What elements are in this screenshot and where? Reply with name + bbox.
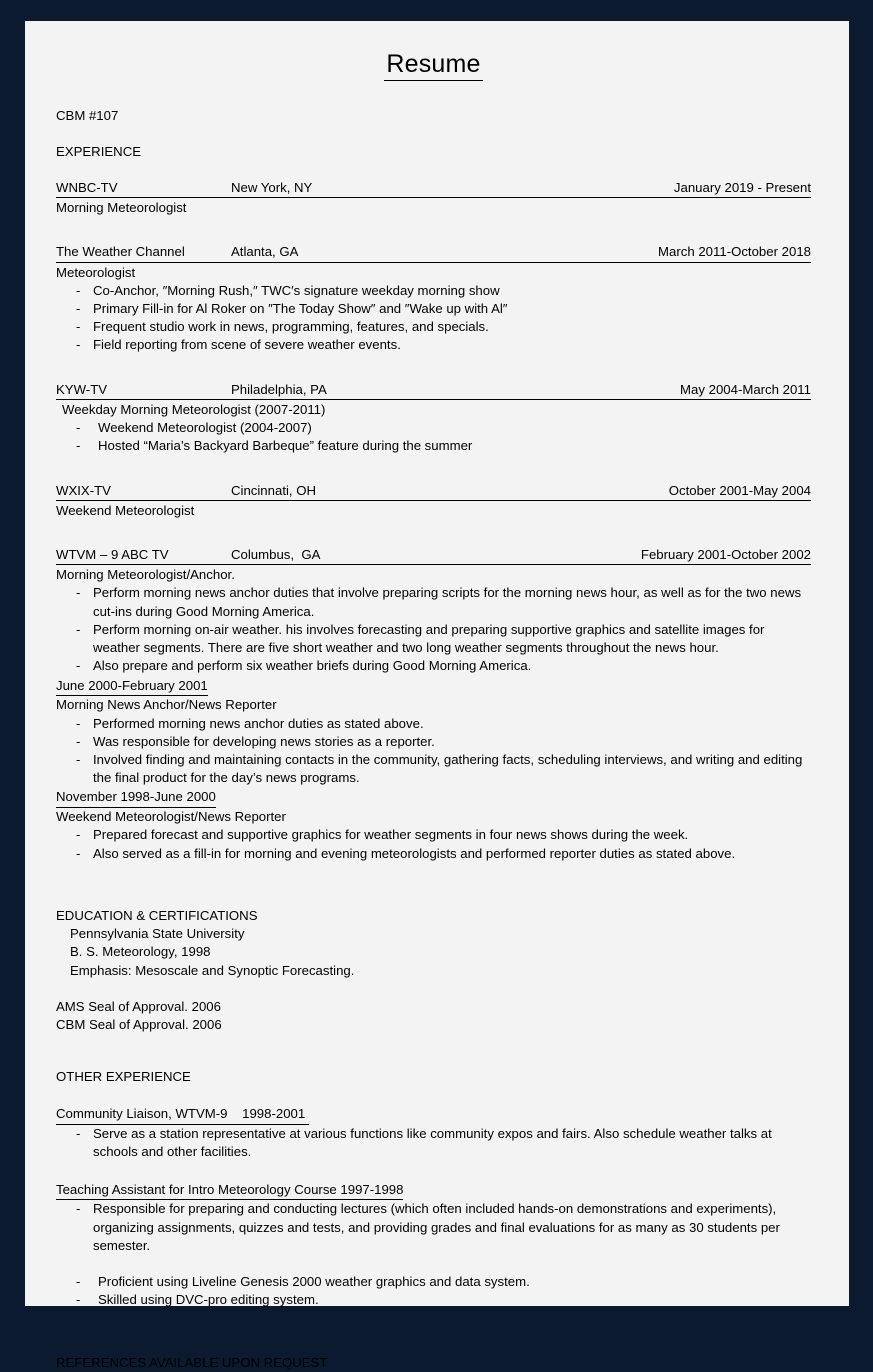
sub-role-dates: November 1998-June 2000 — [56, 787, 216, 808]
job-location: New York, NY — [231, 179, 313, 195]
job-role: Morning Meteorologist/Anchor. — [56, 567, 235, 583]
list-item: - Perform morning on-air weather. his involves forecasting and preparing supportive graphics and satellite images for weather segments. There are five short weather and two long weather segments throughout the news hour. — [76, 621, 811, 657]
education-emphasis: Emphasis: Mesoscale and Synoptic Forecasting. — [70, 962, 355, 978]
list-item: - Prepared forecast and supportive graphics for weather segments in four news shows during the week. — [76, 826, 811, 844]
job-organization: WTVM – 9 ABC TV — [56, 547, 169, 562]
list-item: - Skilled using DVC-pro editing system. — [76, 1291, 811, 1309]
sub-role-title: Weekend Meteorologist/News Reporter — [56, 809, 286, 825]
list-item: - Perform morning news anchor duties that involve preparing scripts for the morning news hour, as well as for the two news cut-ins during Good Morning America. — [76, 584, 811, 620]
sub-role-bullet-list — [56, 715, 811, 788]
job-header — [56, 381, 811, 400]
job-bullet-list — [56, 282, 811, 355]
other-experience-bullet-list — [56, 1200, 811, 1255]
skills-bullet-list — [56, 1273, 811, 1309]
job-organization: WXIX-TV — [56, 482, 111, 498]
job-role: Morning Meteorologist — [56, 200, 187, 216]
section-heading-experience: EXPERIENCE — [56, 143, 142, 159]
other-experience-heading: Teaching Assistant for Intro Meteorology Course 1997-1998 — [56, 1180, 403, 1201]
list-item: - Serve as a station representative at various functions like community expos and fairs. Also schedule weather talks at schools and other facilities. — [76, 1125, 811, 1161]
document-identifier: CBM #107 — [56, 107, 119, 123]
list-item: - Frequent studio work in news, programming, features, and specials. — [76, 318, 811, 336]
job-header — [56, 243, 811, 262]
job-location: Cincinnati, OH — [231, 482, 317, 498]
certification-item: CBM Seal of Approval. 2006 — [56, 1016, 222, 1032]
list-item: - Proficient using Liveline Genesis 2000 weather graphics and data system. — [76, 1273, 811, 1291]
list-item: - Field reporting from scene of severe weather events. — [76, 336, 811, 354]
list-item: - Also prepare and perform six weather briefs during Good Morning America. — [76, 657, 811, 675]
education-degree: B. S. Meteorology, 1998 — [70, 944, 211, 960]
sub-role-bullet-list — [56, 826, 811, 862]
job-dates: January 2019 - Present — [673, 179, 811, 195]
list-item: - Hosted “Maria’s Backyard Barbeque” feature during the summer — [76, 437, 811, 455]
list-item: - Also served as a fill-in for morning and evening meteorologists and performed reporter duties as stated above. — [76, 845, 811, 863]
list-item: - Responsible for preparing and conducting lectures (which often included hands-on demonstrations and experiments), organizing assignments, quizzes and tests, and providing grades and final evaluations for as many as 30 students per semester. — [76, 1200, 811, 1255]
job-organization: The Weather Channel — [56, 244, 185, 260]
job-organization: WNBC-TV — [56, 179, 118, 195]
education-school: Pennsylvania State University — [70, 926, 245, 942]
job-bullet-list — [56, 584, 811, 675]
sub-role-dates-wrap — [56, 787, 811, 808]
job-location: Columbus, GA — [231, 547, 321, 562]
list-item: - Co-Anchor, ″Morning Rush,″ TWC′s signature weekday morning show — [76, 282, 811, 300]
list-item: - Performed morning news anchor duties as stated above. — [76, 715, 811, 733]
list-item: - Weekend Meteorologist (2004-2007) — [76, 419, 811, 437]
references-statement: REFERENCES AVAILABLE UPON REQUEST — [56, 1354, 328, 1370]
other-experience-bullet-list — [56, 1125, 811, 1161]
job-header — [56, 546, 811, 565]
sub-role-title: Morning News Anchor/News Reporter — [56, 697, 277, 713]
job-role: Weekday Morning Meteorologist (2007-2011) — [62, 401, 326, 417]
section-heading-education: EDUCATION & CERTIFICATIONS — [56, 907, 258, 923]
job-bullet-list — [56, 419, 811, 455]
job-dates: October 2001-May 2004 — [668, 482, 811, 498]
page-title — [56, 51, 811, 79]
list-item: - Was responsible for developing news stories as a reporter. — [76, 733, 811, 751]
resume-page — [25, 21, 849, 1370]
other-experience-heading-wrap — [56, 1180, 811, 1201]
job-dates: February 2001-October 2002 — [640, 547, 811, 562]
job-header — [56, 179, 811, 198]
certification-item: AMS Seal of Approval. 2006 — [56, 998, 221, 1014]
list-item: - Primary Fill-in for Al Roker on ″The Today Show″ and ″Wake up with Al″ — [76, 300, 811, 318]
section-heading-other-experience: OTHER EXPERIENCE — [56, 1069, 191, 1085]
job-role: Meteorologist — [56, 264, 136, 280]
job-location: Atlanta, GA — [231, 244, 299, 260]
job-dates: May 2004-March 2011 — [680, 381, 811, 397]
job-header — [56, 482, 811, 501]
other-experience-heading: Community Liaison, WTVM-9 1998-2001 — [56, 1104, 309, 1125]
job-organization: KYW-TV — [56, 381, 108, 397]
other-experience-heading-wrap — [56, 1104, 811, 1125]
sub-role-dates-wrap — [56, 676, 811, 697]
resume-content — [25, 21, 849, 1372]
job-location: Philadelphia, PA — [231, 381, 327, 397]
sub-role-dates: June 2000-February 2001 — [56, 676, 208, 697]
job-dates: March 2011-October 2018 — [658, 244, 811, 260]
list-item: - Involved finding and maintaining contacts in the community, gathering facts, scheduling interviews, and writing and editing the final product for the day’s news programs. — [76, 751, 811, 787]
job-role: Weekend Meteorologist — [56, 502, 195, 518]
page-title-text: Resume — [384, 50, 482, 81]
